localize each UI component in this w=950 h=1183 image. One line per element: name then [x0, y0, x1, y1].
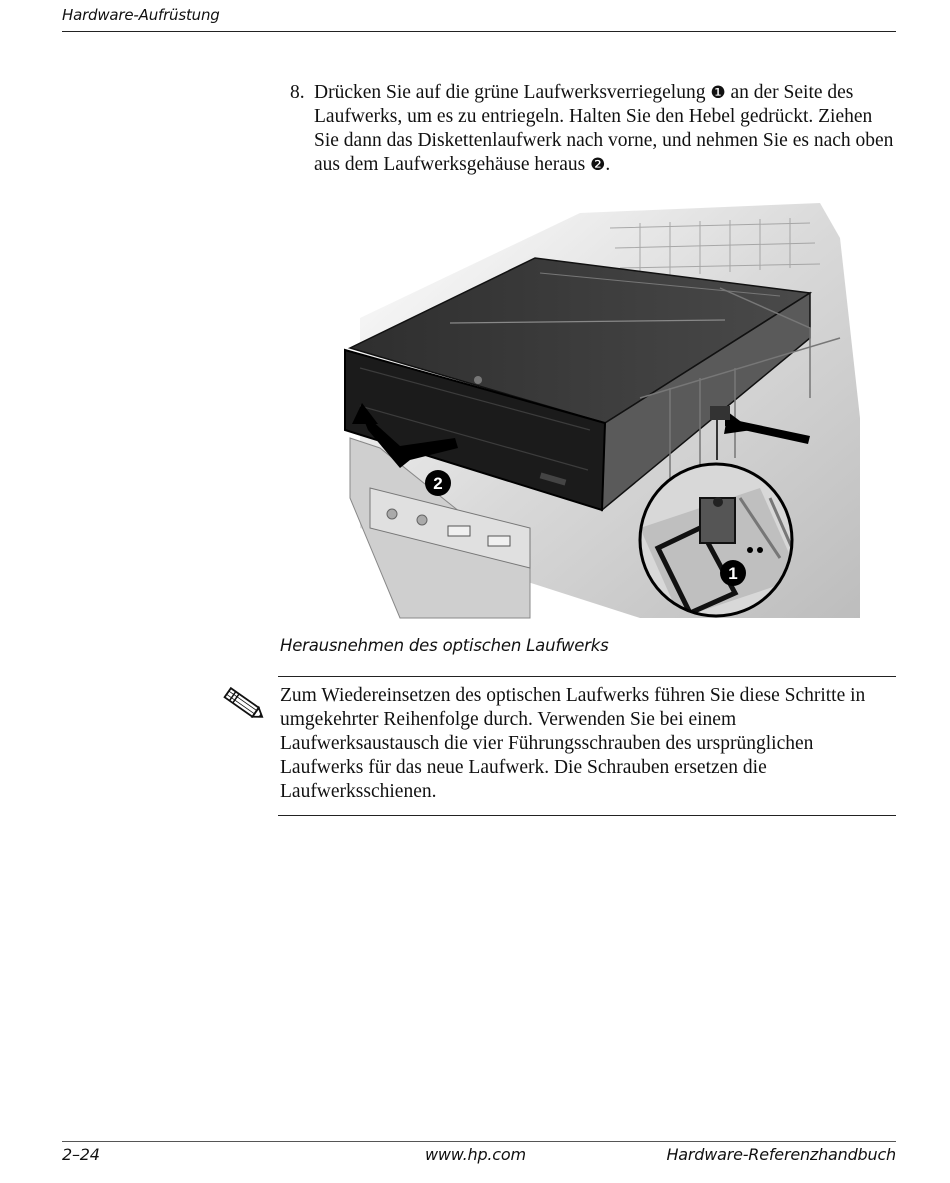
- footer-manual-title: Hardware-Referenzhandbuch: [666, 1145, 896, 1164]
- page-number: 2–24: [62, 1145, 100, 1164]
- footer-rule: [62, 1141, 896, 1142]
- step-number: 8.: [290, 82, 305, 103]
- figure-callout-1: 1: [728, 564, 738, 583]
- note-top-rule: [278, 676, 896, 677]
- step-text: [314, 81, 900, 177]
- running-header: Hardware-Aufrüstung: [62, 6, 220, 24]
- figure-caption: Herausnehmen des optischen Laufwerks: [280, 636, 609, 655]
- step-text-part1: Drücken Sie auf die grüne Laufwerksverriegelung: [314, 82, 711, 103]
- step-8: [290, 81, 900, 177]
- pencil-icon: [218, 684, 268, 724]
- header-rule: [62, 31, 896, 32]
- figure-callout-2: 2: [433, 474, 443, 493]
- note-text: Zum Wiedereinsetzen des optischen Laufwerks führen Sie diese Schritte in umgekehrter Reihenfolge durch. Verwenden Sie bei einem Laufwerksaustausch die vier Führungsschrauben des ursprünglichen Laufwerks für das neue Laufwerk. Die Schrauben ersetzen die Laufwerksschienen.: [280, 685, 866, 802]
- note-bottom-rule: [278, 815, 896, 816]
- optical-drive-illustration: [340, 198, 900, 626]
- callout-2-symbol: ❷: [590, 155, 606, 175]
- step-text-part3: .: [605, 154, 611, 175]
- step-text-part2: an der Seite des Laufwerks, um es zu entriegeln. Halten Sie den Hebel gedrückt. Ziehen Sie dann das Diskettenlaufwerk nach vorne, und nehmen Sie es nach oben aus dem Laufwerksgehäuse heraus: [314, 82, 894, 175]
- callout-1-symbol: ❶: [710, 83, 726, 103]
- footer-url: www.hp.com: [425, 1145, 526, 1164]
